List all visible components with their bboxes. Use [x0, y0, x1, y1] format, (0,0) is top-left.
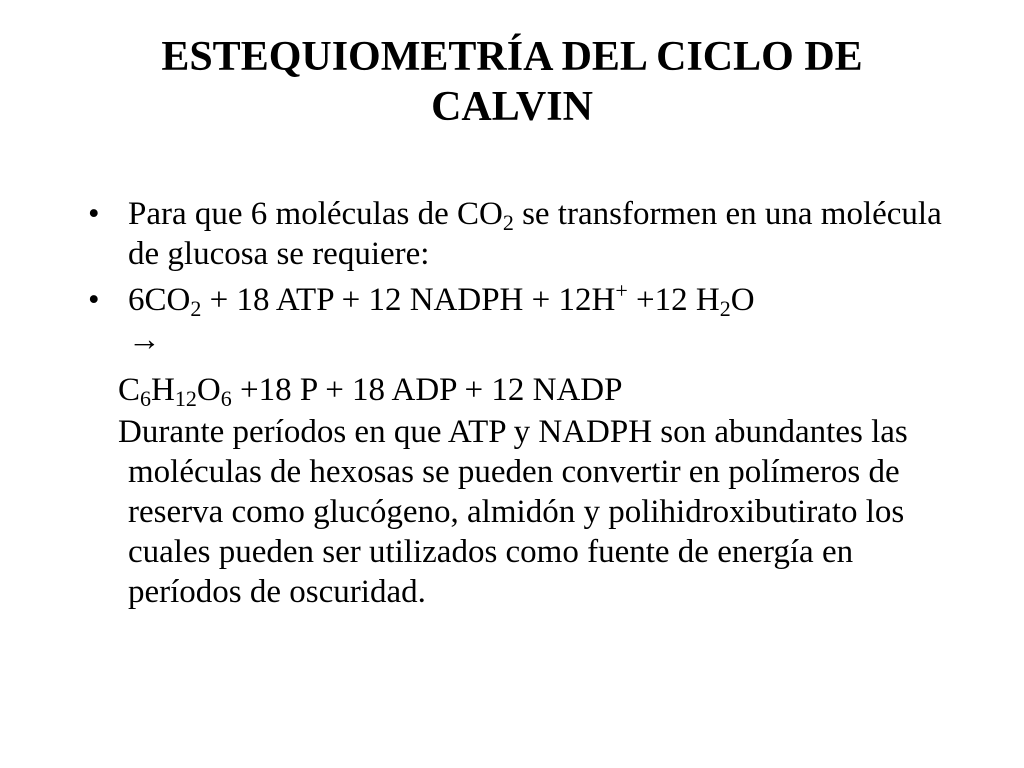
equation-part: 6CO: [128, 282, 191, 318]
subscript: 2: [190, 296, 202, 321]
bullet-icon: •: [88, 282, 100, 318]
bullet-text-part: se transformen en una molécula de glucosa se requiere:: [128, 196, 942, 272]
product-part: H: [151, 372, 175, 408]
subscript: 2: [719, 296, 731, 321]
bullet-text-part: Para que 6 moléculas de CO: [128, 196, 503, 232]
bullet-item-equation: [88, 280, 968, 360]
title-line-2: CALVIN: [431, 84, 593, 130]
subscript: 12: [174, 386, 197, 411]
slide-body: [88, 194, 968, 612]
subscript: 6: [220, 386, 232, 411]
title-line-1: ESTEQUIOMETRÍA DEL CICLO DE: [161, 34, 863, 80]
superscript: +: [615, 278, 628, 303]
bullet-item-requirement: [88, 194, 968, 274]
product-part: +18 P + 18 ADP + 12 NADP: [231, 372, 623, 408]
reaction-arrow-icon: →: [128, 322, 161, 358]
product-part: O: [196, 372, 221, 408]
equation-part: +12 H: [627, 282, 720, 318]
equation-part: + 18 ATP + 12 NADPH + 12H: [201, 282, 616, 318]
bullet-icon: •: [88, 196, 100, 232]
subscript: 6: [140, 386, 152, 411]
explanation-paragraph: Durante períodos en que ATP y NADPH son abundantes las moléculas de hexosas se pueden convertir en polímeros de reserva como glucógeno, almidón y polihidroxibutirato los cuales pueden ser utilizados como fuente de energía en períodos de oscuridad.: [118, 414, 908, 610]
slide-title: [60, 32, 964, 132]
equation-part: O: [730, 282, 755, 318]
equation-reactants: [128, 280, 968, 320]
equation-products: [88, 370, 968, 410]
product-part: C: [118, 372, 141, 408]
subscript: 2: [502, 210, 514, 235]
